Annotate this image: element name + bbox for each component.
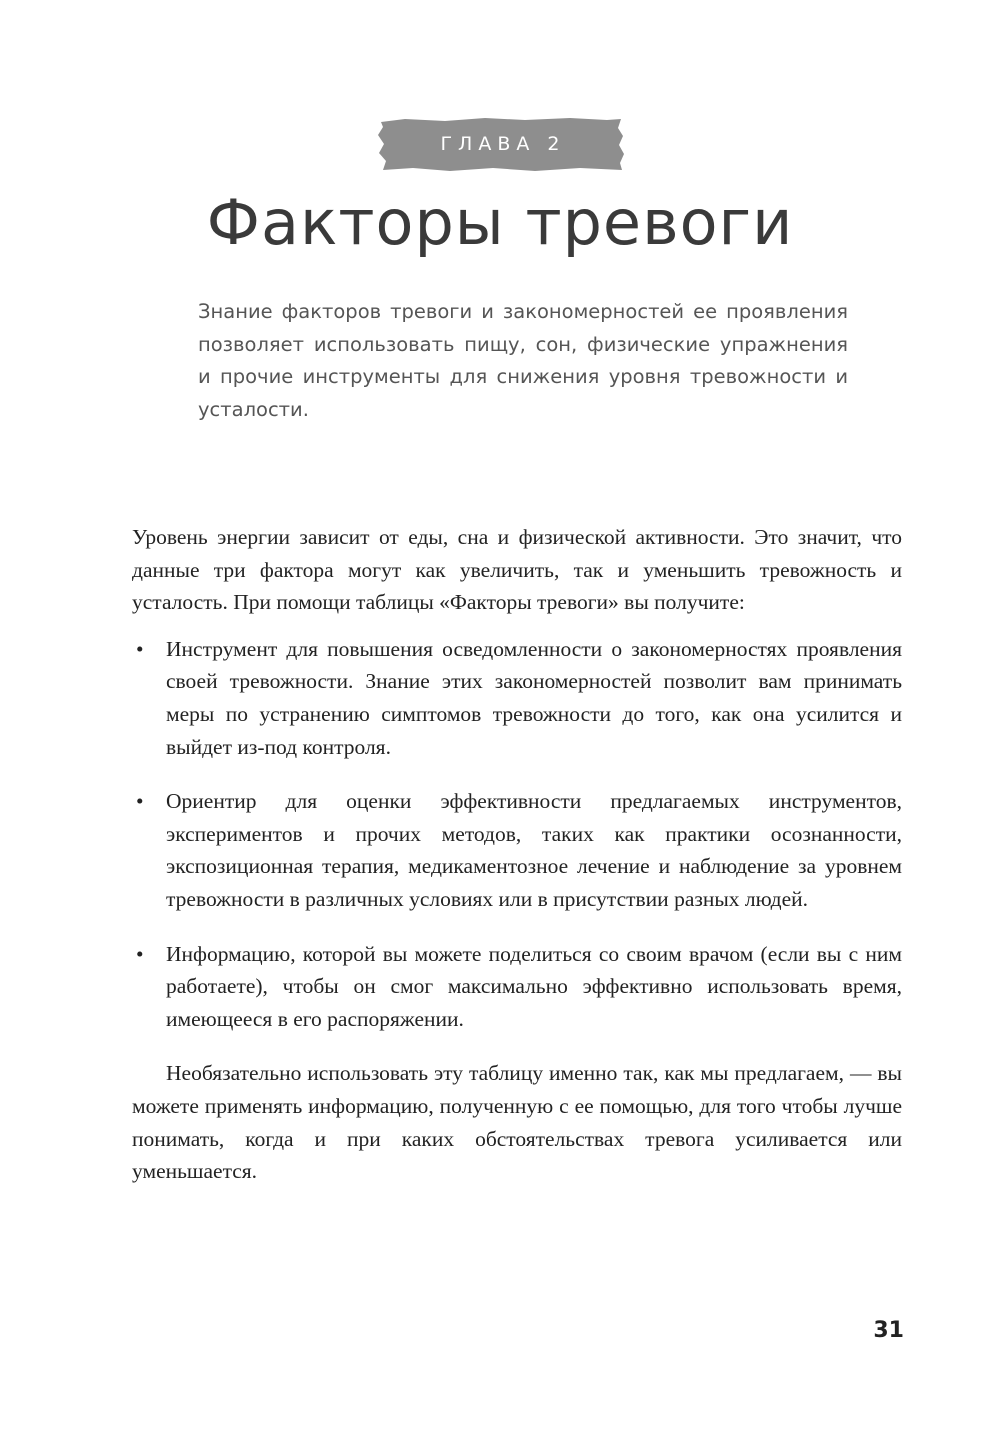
bullet-icon: • bbox=[136, 941, 144, 966]
paragraph: Необязательно использовать эту таблицу именно так, как мы предлагаем, — вы можете применять информацию, полученную с ее помощью, для того чтобы лучше понимать, когда и при каких обстоятельствах тревога усиливается или уменьшается. bbox=[132, 1061, 902, 1184]
list-item bbox=[132, 785, 902, 915]
list-item-text: Инструмент для повышения осведомленности о закономерностях проявления своей тревожности. Знание этих закономерностей позволит вам принимать меры по устранению симптомов тревожности до того, как она усилится и выйдет из-под контроля. bbox=[166, 636, 902, 759]
page-number: 31 bbox=[873, 1318, 904, 1343]
paragraph: Уровень энергии зависит от еды, сна и физической активности. Это значит, что данные три фактора могут как увеличить, так и уменьшить тревожность и усталость. При помощи таблицы «Факторы тревоги» вы получите: bbox=[132, 525, 902, 615]
chapter-badge bbox=[375, 116, 625, 172]
bullet-icon: • bbox=[136, 636, 144, 661]
list-item bbox=[132, 633, 902, 763]
bullet-icon: • bbox=[136, 789, 144, 814]
list-item-text: Ориентир для оценки эффективности предлагаемых инструментов, экспериментов и прочих методов, таких как практики осознанности, экспозиционная терапия, медикаментозное лечение и наблюдение за уровнем тревожности в различных условиях или в присутствии разных людей. bbox=[166, 789, 902, 911]
list-item-text: Информацию, которой вы можете поделиться со своим врачом (если вы с ним работаете), чтобы он смог максимально эффективно использовать время, имеющееся в его распоряжении. bbox=[166, 941, 902, 1031]
main-text bbox=[132, 521, 902, 1188]
bullet-list bbox=[132, 633, 902, 1036]
list-item bbox=[132, 938, 902, 1036]
chapter-intro: Знание факторов тревоги и закономерностей ее проявления позволяет использовать пищу, сон, физические упражнения и прочие инструменты для снижения уровня тревожности и усталости. bbox=[198, 300, 848, 421]
chapter-title: Факторы тревоги bbox=[206, 186, 794, 259]
chapter-label: ГЛАВА 2 bbox=[440, 133, 566, 155]
